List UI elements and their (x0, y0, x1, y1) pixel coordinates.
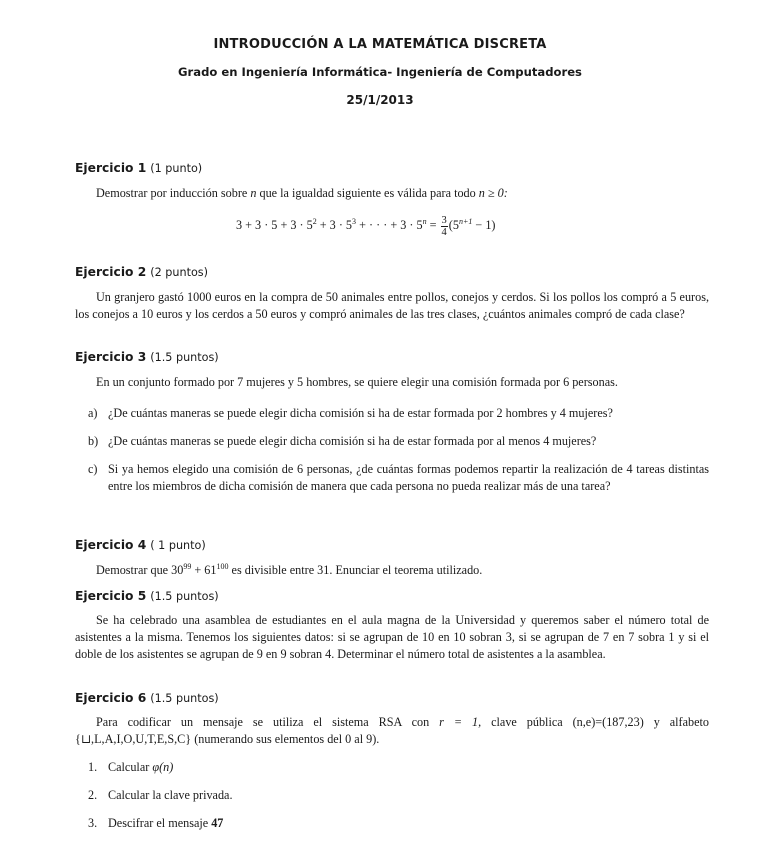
ej6-text-c: (numerando sus elementos del 0 al 9). (194, 732, 380, 746)
item-label: 3. (88, 816, 98, 830)
item-text: ¿De cuántas maneras se puede elegir dicha comisión si ha de estar formada por al menos 4 mujeres? (108, 434, 597, 448)
formula-exp-n1: n+1 (458, 216, 473, 226)
formula-exp-3: 3 (352, 216, 357, 226)
ej3-item-b (88, 433, 709, 450)
item-math: φ(n) (152, 760, 174, 774)
ej4-heading (75, 537, 206, 554)
exam-date: 25/1/2013 (346, 93, 414, 107)
fraction-numerator: 3 (441, 214, 447, 226)
formula-lhs: 3 + 3 · 5 + 3 · 5 (236, 218, 313, 232)
ej4-text-b: + 61 (191, 563, 217, 577)
ej6-statement (75, 714, 709, 748)
ej4-exp-a: 99 (183, 561, 192, 571)
ej4-exp-b: 100 (216, 561, 229, 571)
ej4-text-c: es divisible entre 31. Enunciar el teorema utilizado. (228, 563, 483, 577)
ej6-item-1 (88, 759, 709, 776)
ej3-intro: En un conjunto formado por 7 mujeres y 5 hombres, se quiere elegir una comisión formada por 6 personas. (96, 375, 618, 389)
ej1-points: (1 punto) (150, 162, 203, 175)
item-label: c) (88, 462, 98, 476)
formula-fraction (441, 215, 448, 238)
fraction-denominator: 4 (441, 226, 447, 238)
ej1-var-n: n (250, 186, 257, 200)
ej5-statement: Se ha celebrado una asamblea de estudiantes en el aula magna de la Universidad y queremos saber el número total de asistentes a la misma. Tenemos los siguientes datos: si se agrupan de 10 en 10 sobran 3, si se agrupan de 7 en 7 sobra 1 y si el doble de los asistentes se agrupan de 9 en 9 sobran 4. Determinar el número total de asistentes a la asamblea. (75, 613, 709, 661)
item-text: ¿De cuántas maneras se puede elegir dicha comisión si ha de estar formada por 2 hombres y 4 mujeres? (108, 406, 613, 420)
ej6-text-b: clave pública (n,e)=(187,23) y alfabeto (491, 715, 710, 729)
ej3-item-a (88, 405, 709, 422)
item-label: 1. (88, 760, 98, 774)
ej3-heading (75, 349, 219, 366)
ej4-statement (96, 562, 482, 579)
ej5-name: Ejercicio 5 (75, 589, 147, 603)
ej6-name: Ejercicio 6 (75, 691, 147, 705)
ej4-name: Ejercicio 4 (75, 538, 147, 552)
item-text: Calcular (108, 760, 150, 774)
ej5-heading (75, 588, 219, 605)
formula-exp-2: 2 (312, 216, 317, 226)
ej6-text-a: Para codificar un mensaje se utiliza el sistema RSA con (96, 715, 430, 729)
ej6-points: (1.5 puntos) (150, 692, 219, 705)
ej2-heading (75, 264, 208, 281)
ej6-alphabet: {⊔,L,A,I,O,U,T,E,S,C} (75, 732, 192, 746)
ej3-points: (1.5 puntos) (150, 351, 219, 364)
ej2-statement: Un granjero gastó 1000 euros en la compra de 50 animales entre pollos, conejos y cerdos. Si los pollos los compró a 5 euros, los conejos a 10 euros y los cerdos a 50 euros y compró animales de las tres clases, ¿cuántos animales compró de cada clase? (75, 290, 709, 321)
item-text: Descifrar el mensaje (108, 816, 209, 830)
formula-mid2: + · · · + 3 · 5 (356, 218, 423, 232)
formula-eq: = (426, 218, 440, 232)
item-label: a) (88, 406, 98, 420)
ej6-r-eq: r = 1, (439, 715, 482, 729)
item-text: Calcular la clave privada. (108, 788, 233, 802)
ej3-item-c (88, 461, 709, 495)
ej1-text-b: que la igualdad siguiente es válida para todo (259, 186, 476, 200)
ej6-item-3 (88, 815, 709, 832)
formula-rhs-a: (5 (448, 218, 459, 232)
ej2-points: (2 puntos) (150, 266, 208, 279)
formula-mid1: + 3 · 5 (316, 218, 353, 232)
ej1-formula (236, 213, 495, 238)
formula-rhs-b: − 1) (472, 218, 496, 232)
ej2-name: Ejercicio 2 (75, 265, 147, 279)
ej5-points: (1.5 puntos) (150, 590, 219, 603)
ej1-name: Ejercicio 1 (75, 161, 147, 175)
item-bold-value: 47 (211, 816, 224, 830)
ej6-heading (75, 690, 219, 707)
item-text: Si ya hemos elegido una comisión de 6 personas, ¿de cuántas formas podemos repartir la realización de 4 tareas distintas entre los miembros de dicha comisión de manera que cada persona no pueda realizar más de una tarea? (108, 462, 709, 493)
ej1-heading (75, 160, 202, 177)
ej6-item-2 (88, 787, 709, 804)
ej1-condition: n ≥ 0: (478, 186, 508, 200)
exam-title: INTRODUCCIÓN A LA MATEMÁTICA DISCRETA (213, 37, 547, 52)
ej3-name: Ejercicio 3 (75, 350, 147, 364)
ej1-text-a: Demostrar por inducción sobre (96, 186, 248, 200)
ej1-statement (96, 185, 508, 202)
ej4-text-a: Demostrar que 30 (96, 563, 184, 577)
ej4-points: ( 1 punto) (150, 539, 206, 552)
exam-subtitle: Grado en Ingeniería Informática- Ingeniería de Computadores (178, 65, 582, 79)
formula-exp-n: n (422, 216, 427, 226)
item-label: 2. (88, 788, 98, 802)
item-label: b) (88, 434, 99, 448)
